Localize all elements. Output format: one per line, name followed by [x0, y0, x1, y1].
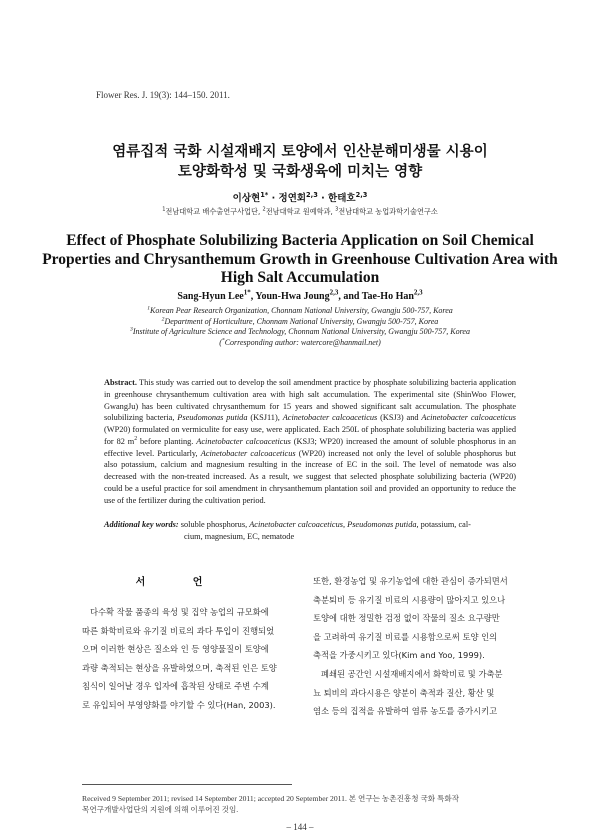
keywords	[104, 519, 516, 543]
species-name: Acinetobacter calcoaceticus	[421, 413, 516, 423]
korean-author-1-sup: 1*	[260, 190, 269, 199]
abstract-text: (KSJ3) and	[377, 413, 422, 423]
abstract	[104, 377, 516, 506]
intro-right-column	[313, 572, 508, 721]
english-author-2: Youn-Hwa Joung	[255, 291, 330, 302]
abstract-text: This study was carried out to develop the soil amendment practice by phosphate solubilizing bacteria application in greenhouse chrysanthemum cultivation area with high salt accumulation. The experimental site (ShinWoo Flower, GwangJu) has been cultivated chrysanthemum for 15 years and showed significant salt accumulation. The phosphate solubilizing bacteria,	[104, 378, 516, 423]
corr-sup: *	[221, 336, 225, 343]
journal-citation: Flower Res. J. 19(3): 144–150. 2011.	[96, 90, 230, 100]
english-authors: Sang-Hyun Lee$^{1*}$, Youn-Hwa Joung$^{2,3}$, and Tae-Ho Han$^{2,3}$	[177, 288, 423, 302]
english-affiliations	[0, 306, 600, 348]
author-separator: ·	[321, 193, 325, 204]
footnote	[82, 793, 459, 815]
affil-sup: 1	[162, 206, 166, 213]
korean-author-1: 이상현	[232, 193, 261, 204]
english-affil-3-line	[0, 327, 600, 338]
korean-author-2: 정연회	[278, 193, 307, 204]
intro-text-line: 따른 화학비료와 유기질 비료의 과다 투입이 진행되었	[82, 625, 275, 636]
korean-author-2-sup: 2,3	[306, 190, 318, 199]
intro-text-line: 다수확 작물 품종의 육성 및 집약 농업의 규모화에	[90, 607, 269, 617]
page-number: – 144 –	[286, 822, 314, 832]
abstract-text: before planting.	[137, 436, 197, 446]
english-author-2-sup: 2,3	[329, 288, 339, 297]
korean-authors	[0, 190, 600, 204]
intro-text-line: 침식이 일어날 경우 입자에 흡착된 상태로 주변 수계	[82, 681, 269, 692]
english-author-1: Sang-Hyun Lee	[177, 291, 244, 302]
intro-left-column	[82, 603, 277, 715]
korean-affil-1: 전남대학교 배수출연구사업단,	[165, 207, 263, 216]
korean-affil-2: 전남대학교 원예학과,	[265, 207, 336, 216]
korean-author-3: 한태호	[328, 193, 356, 204]
english-affil-3: Institute of Agriculture Science and Technology, Chonnam National University, Gwangju 500-757, Korea	[132, 327, 470, 336]
section-heading-intro: 서 언	[135, 577, 225, 588]
korean-title	[0, 142, 600, 182]
english-author-1-sup: 1*	[243, 288, 251, 297]
corresponding-author-line: (*Corresponding author: watercore@hanmail.net)	[219, 336, 381, 347]
author-separator: ·	[271, 193, 276, 204]
abstract-label: Abstract.	[104, 378, 137, 387]
species-name: Acinetobacter calcoaceticus	[200, 448, 296, 458]
intro-text-line: 또한, 환경농업 및 유기농업에 대한 관심이 증가되면서	[313, 576, 508, 586]
author-and: , and	[338, 291, 362, 302]
keywords-line2: cium, magnesium, EC, nematode	[184, 531, 295, 541]
keywords-text: potassium, cal-	[418, 520, 471, 529]
intro-text-line: 염소 등의 집적을 유발하여 염류 농도를 증가시키고	[313, 706, 498, 717]
abstract-text: (WP20) formulated on vermiculite for easy use, were applicated. Each 250L of phosphate solubilizing bacteria was applied for 82 m	[104, 425, 516, 446]
english-affil-1-line	[0, 306, 600, 317]
korean-author-3-sup: 2,3	[355, 190, 368, 199]
korean-title-line1: 염류집적 국화 시설재배지 토양에서 인산분해미생물 시용이	[112, 144, 488, 160]
keywords-text: soluble phosphorus,	[178, 520, 250, 529]
unit-sup: 2	[134, 435, 138, 442]
affil-sup: 3	[335, 206, 339, 213]
intro-text-line: 토양에 대한 정밀한 검정 없이 작물의 질소 요구량만	[313, 613, 500, 624]
intro-text-line: 축적을 가중시키고 있다(Kim and Yoo, 1999).	[313, 650, 485, 661]
species-name: Acinetobacter calcoaceticus	[196, 436, 291, 446]
footnote-line1: Received 9 September 2011; revised 14 September 2011; accepted 20 September 2011. 본 연구는 농촌진흥청 국화 특화작	[82, 794, 460, 803]
affil-sup: 2	[161, 315, 165, 322]
abstract-text: (WP20) increased not only the level of soluble phosphorus but also potassium, calcium and magnesium resulting in the increase of EC in the soil. The level of nematode was also decreased with the non-treated increased. As a result, we suggest that selected phosphate solubilizing bacteria (WP20) could be a useful practice for soil amendment in chrysanthemum plantation soil and provided an opportunity to reduce the use of the fertilizer during the cultivation period.	[104, 448, 517, 505]
footnote-divider	[82, 784, 292, 785]
abstract-text: (KSJ3; WP20) increased the amount of soluble phosphorus in an effective level. Particularly,	[104, 436, 516, 458]
intro-text-line: 과량 축적되는 현상을 유발하였으며, 축적된 인은 토양	[82, 662, 277, 673]
english-author-3: Tae-Ho Han	[361, 291, 414, 302]
intro-text-line: 뇨 퇴비의 과다시용은 양분이 축적과 질산, 황산 및	[313, 687, 495, 698]
english-author-3-sup: 2,3	[413, 288, 423, 297]
affil-sup: 3	[130, 326, 133, 333]
english-title: Effect of Phosphate Solubilizing Bacteria Application on Soil Chemical Properties and Chrysanthemum Growth in Greenhouse Cultivation Area with High Salt Accumulation	[42, 232, 558, 286]
keywords-label: Additional key words:	[104, 520, 179, 529]
species-name: Acinetobacter calcoaceticus	[282, 413, 378, 423]
keywords-line1	[104, 519, 516, 531]
intro-text-line: 폐쇄된 공간인 시설재배지에서 화학비료 및 가축분	[321, 668, 503, 679]
intro-text-line: 로 유입되어 부영양화를 야기할 수 있다(Han, 2003).	[82, 699, 276, 710]
english-affil-1: Korean Pear Research Organization, Chonnam National University, Gwangju 500-757, Korea	[149, 306, 453, 315]
corresponding-author: Corresponding author: watercore@hanmail.net	[224, 337, 379, 347]
affil-sup: 1	[147, 305, 150, 312]
footnote-line2: 목연구개발사업단의 지원에 의해 이루어진 것임.	[82, 805, 239, 814]
intro-text-line: 축분퇴비 등 유기질 비료의 시용량이 많아지고 있으나	[313, 594, 506, 605]
korean-title-line2: 토양화학성 및 국화생육에 미치는 영향	[177, 164, 423, 180]
korean-affiliations	[0, 207, 600, 217]
intro-text-line: 으며 이러한 현상은 질소와 인 등 영양물질이 토양에	[82, 644, 269, 655]
english-affil-2: Department of Horticulture, Chonnam National University, Gwangju 500-757, Korea	[164, 316, 439, 326]
species-name: Pseudomonas putida	[177, 413, 248, 423]
abstract-text: (KSJ11),	[247, 413, 283, 423]
english-affil-2-line	[0, 317, 600, 328]
intro-text-line: 을 고려하여 유기질 비료를 시용함으로써 토양 인의	[313, 631, 498, 642]
keywords-species: Acinetobacter calcoaceticus, Pseudomonas putida,	[249, 520, 419, 529]
korean-affil-3: 전남대학교 농업과학기술연구소	[338, 207, 438, 216]
affil-sup: 2	[262, 206, 266, 213]
